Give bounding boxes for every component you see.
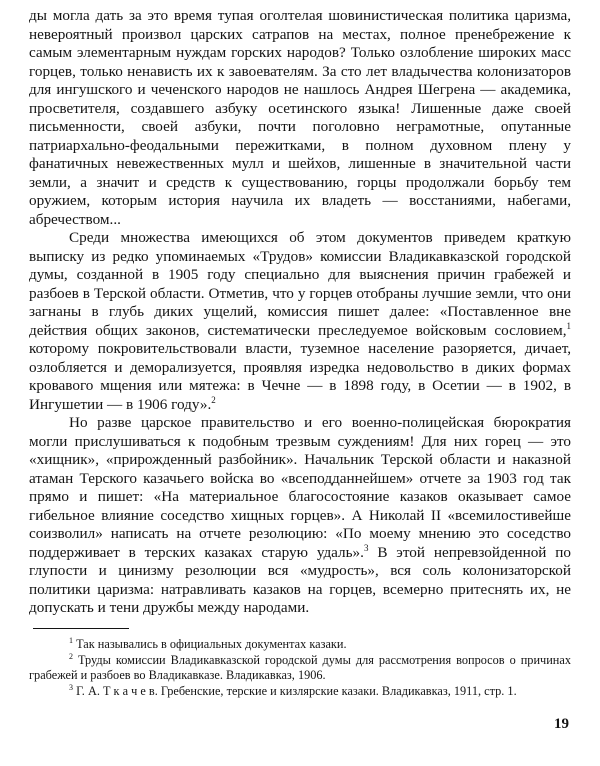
footnote-1 [29,637,571,653]
footnote-1-mark: 1 [69,635,73,645]
footnote-1-text: Так назывались в официальных документах казаки. [73,637,347,651]
footnote-2-mark: 2 [69,651,73,661]
paragraph-3 [29,414,571,618]
footnote-3 [29,684,571,700]
main-text [29,7,571,618]
footnote-3-text: Г. А. Т к а ч е в. Гребенские, терские и кизлярские казаки. Владикавказ, 1911, стр. 1. [73,683,517,698]
paragraph-2 [29,229,571,414]
footnote-divider [33,628,129,629]
footnote-2-text: Труды комиссии Владикавказской городской думы для рассмотрения вопросов о причинах грабежей и разбоев во Владикавказе. Владикавказ, 1906. [29,652,571,682]
paragraph-2-part-b: которому покровительствовали власти, туземное население разоряется, дичает, озлобляется и деморализуется, проявляя изредка недовольство в диких формах кровавого мщения или мятежа: в Чечне — в 1898 году, в Осетии — в 1902, в Ингушетии — в 1906 году». [29,340,571,413]
footnote-ref-1: 1 [566,320,571,331]
footnote-ref-2: 2 [211,394,216,405]
paragraph-3-part-a: Но разве царское правительство и его военно-полицейская бюрократия могли прислушиваться к подобным трезвым суждениям! Для них горец — это «хищник», «прирожденный разбойник». Начальник Терской области и наказной атаман Терского казачьего войска во «всеподданнейшем» отчете за 1903 год так прямо и пишет: «На материальное благосостояние казаков оказывает самое гибельное влияние соседство хищных горцев». А Николай II «всемилостивейше соизволил» написать на отчете резолюцию: «По моему мнению это соседство поддерживает в терских казаках старую удаль». [29,414,571,561]
paragraph-1: ды могла дать за это время тупая оголтелая шовинистическая политика царизма, невероятный произвол царских сатрапов на местах, полное пренебрежение к самым элементарным нуждам горских народов? Только озлобление широких масс горцев, только ненависть их к завоевателям. За сто лет владычества колонизаторов для ингушского и чеченского народов не нашлось Андрея Шегрена — академика, просветителя, создавшего азбуку осетинского языка! Лишенные даже своей письменности, своей азбуки, почти поголовно неграмотные, опутанные патриархально-феодальными пережитками, в полном духовном плену у фанатичных невежественных мулл и шейхов, лишенные в значительной части земли, а значит и средств к существованию, горцы продолжали борьбу тем оружием, которым история научила их владеть — восстаниями, набегами, абречеством... [29,7,571,228]
footnote-2 [29,653,571,684]
footnote-ref-3: 3 [363,542,369,553]
paragraph-2-part-a: Среди множества имеющихся об этом документов приведем краткую выписку из редко упоминаемых «Трудов» комиссии Владикавказской городской думы, созданной в 1905 году специально для выяснения причин грабежей и разбоев в Терской области. Отметив, что у горцев отобраны лучшие земли, что они загнаны в глубь диких ущелий, комиссия пишет далее: «Поставленное вне действия общих законов, систематически преследуемое войсковым сословием, [29,229,571,339]
page-number: 19 [554,716,569,732]
footnotes [29,637,571,699]
footnote-3-mark: 3 [69,682,73,692]
paragraph-3-part-b: В этой непревзойденной по глупости и цинизму резолюции вся «мудрость», вся соль колонизаторской политики царизма: натравливать казаков на горцев, всемерно притеснять их, не допускать и тени дружбы между народами. [29,543,571,616]
